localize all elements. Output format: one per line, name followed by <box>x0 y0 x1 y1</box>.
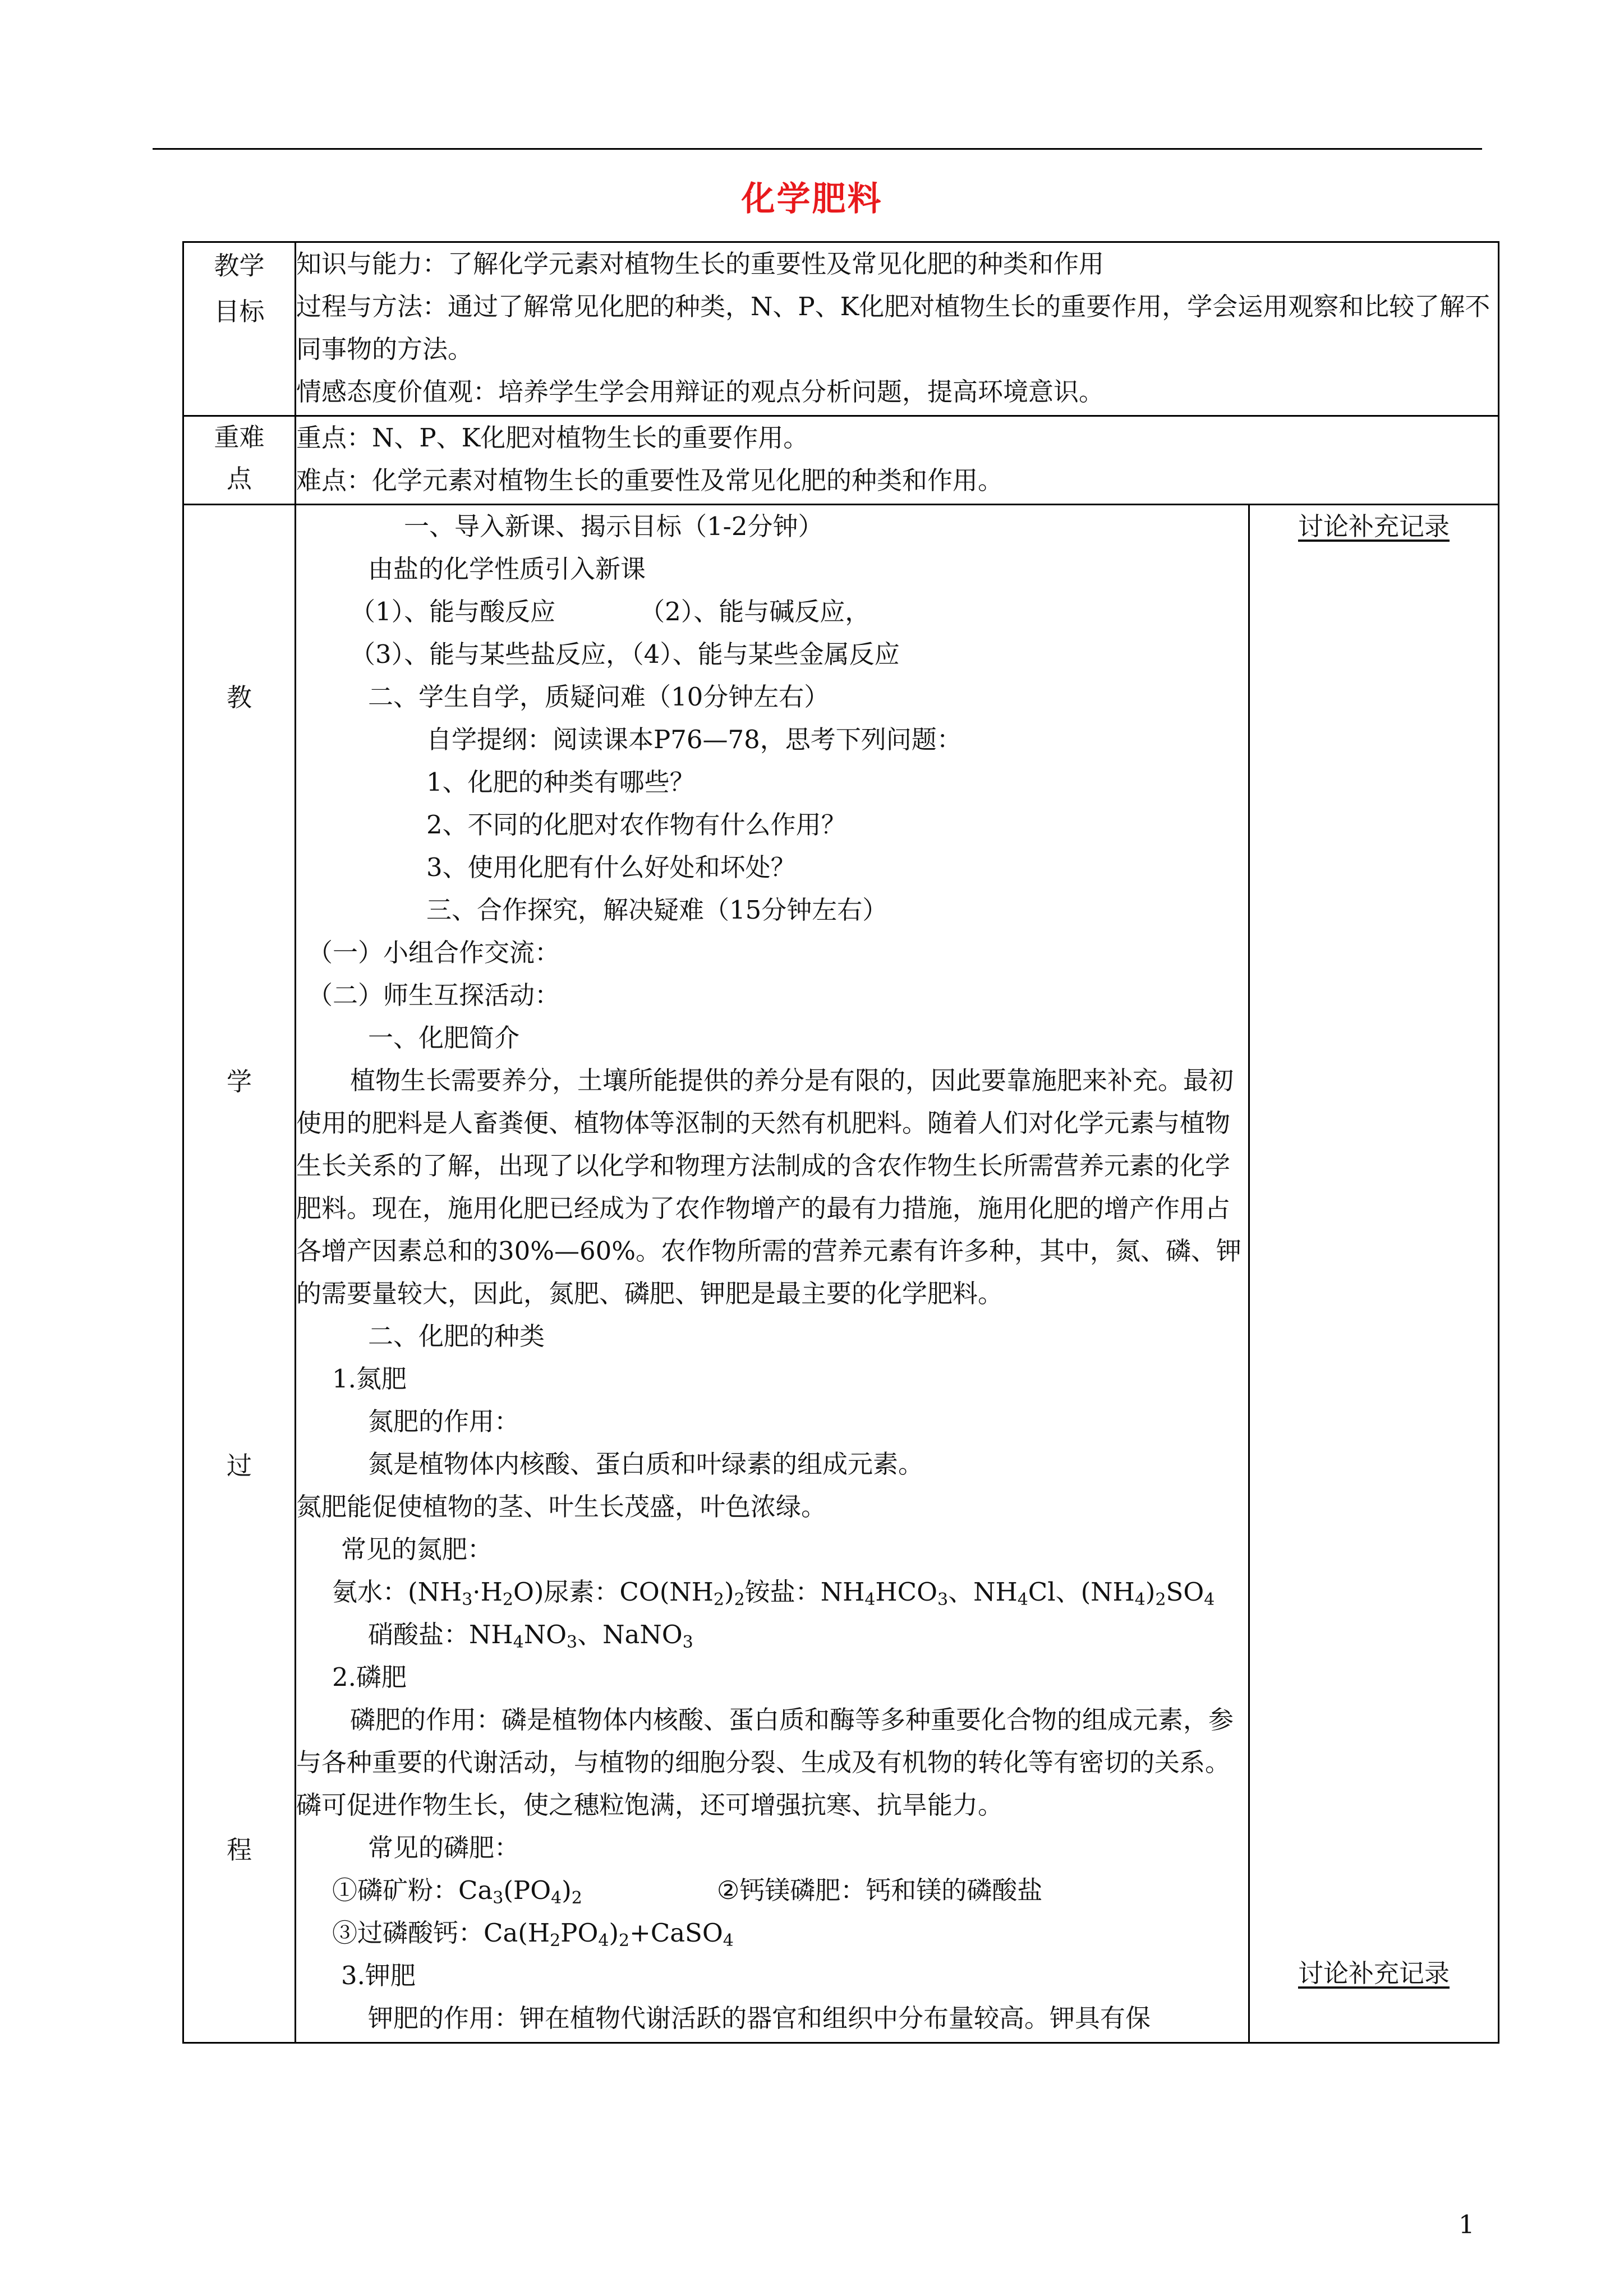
group-exchange: （一）小组合作交流： <box>307 938 560 967</box>
nitrogen-role-1: 氮是植物体内核酸、蛋白质和叶绿素的组成元素。 <box>368 1449 924 1479</box>
reaction-line <box>296 591 1248 633</box>
process-label-char: 过 <box>226 1450 252 1481</box>
nitrate-label: 硝酸盐： <box>368 1620 470 1649</box>
nitrate-formulas: 硝酸盐：$NH_4NO_3$、NaNO$_3$ <box>368 1620 693 1652</box>
objectives-row <box>183 242 1499 416</box>
superphosphate-label: ③过磷酸钙： <box>332 1918 484 1948</box>
objective-attitude: 情感态度价值观：培养学生学会用辩证的观点分析问题，提高环境意识。 <box>296 377 1105 407</box>
ammonia-label: 氨水： <box>332 1577 408 1607</box>
process-label-char: 程 <box>226 1834 252 1865</box>
nitrogen-heading: 1.氮肥 <box>332 1364 407 1394</box>
intro-text: 由盐的化学性质引入新课 <box>368 554 646 584</box>
phosphorus-role: 磷肥的作用：磷是植物体内核酸、蛋白质和酶等多种重要化合物的组成元素，参与各种重要的代谢活动，与植物的细胞分裂、生成及有机物的转化等有密切的关系。磷可促进作物生长，使之穗粒饱满，还可增强抗寒、抗旱能力。 <box>296 1705 1234 1820</box>
fertilizer-intro-paragraph: 植物生长需要养分，土壤所能提供的养分是有限的，因此要靠施肥来补充。最初使用的肥料是人畜粪便、植物体等沤制的天然有机肥料。随着人们对化学元素与植物生长关系的了解，出现了以化学和物理方法制成的含农作物生长所需营养元素的化学肥料。现在，施用化肥已经成为了农作物增产的最有力措施，施用化肥的增产作用占各增产因素总和的30%—60%。农作物所需的营养元素有许多种，其中，氮、磷、钾的需要量较大，因此，氮肥、磷肥、钾肥是最主要的化学肥料。 <box>296 1066 1242 1308</box>
fertilizer-types-heading: 二、化肥的种类 <box>368 1321 545 1351</box>
nitrogen-formulas: 氨水：$(NH_3\cdot H_2O)$尿素：$CO(NH_2)_2$铵盐：$NH_4HCO_3$、$NH_4Cl$、$(NH_4)_2SO_4$ <box>332 1577 1215 1610</box>
discussion-note-top: 讨论补充记录 <box>1298 511 1450 541</box>
process-label-char: 教 <box>226 682 252 712</box>
potassium-role: 钾肥的作用：钾在植物代谢活跃的器官和组织中分布量较高。钾具有保 <box>368 2003 1151 2033</box>
key-points-label: 重难点 <box>183 416 296 505</box>
question-2: 2、不同的化肥对农作物有什么作用？ <box>426 810 846 840</box>
nitrogen-role-title: 氮肥的作用： <box>368 1407 520 1436</box>
phosphorus-3: ③过磷酸钙：$Ca(H_2PO_4)_2+CaSO_4$ <box>332 1918 734 1951</box>
key-point: 重点：N、P、K化肥对植物生长的重要作用。 <box>296 423 809 453</box>
objectives-label: 教学目标 <box>183 242 296 416</box>
calcium-magnesium-phosphate: ②钙镁磷肥：钙和镁的磷酸盐 <box>716 1875 1043 1905</box>
self-study-heading: 二、学生自学，质疑问难（10分钟左右） <box>368 682 830 712</box>
process-label-char: 学 <box>226 1066 252 1096</box>
teacher-student-activity: （二）师生互探活动： <box>307 980 560 1010</box>
objective-process: 过程与方法：通过了解常见化肥的种类，N、P、K化肥对植物生长的重要作用，学会运用观察和比较了解不同事物的方法。 <box>296 292 1490 364</box>
reaction-salt-metal: （3）、能与某些盐反应，（4）、能与某些金属反应 <box>350 639 900 669</box>
process-row <box>183 505 1499 2043</box>
lesson-plan-table <box>182 241 1499 2044</box>
fertilizer-intro-heading: 一、化肥简介 <box>368 1023 520 1053</box>
key-points-content <box>296 416 1499 505</box>
phosphorus-1-2: ①磷矿粉：$Ca_3(PO_4)_2$ ②钙镁磷肥：钙和镁的磷酸盐 <box>332 1875 1043 1908</box>
coop-heading: 三、合作探究，解决疑难（15分钟左右） <box>426 895 888 925</box>
document-title: 化学肥料 <box>741 179 883 219</box>
difficult-point: 难点：化学元素对植物生长的重要性及常见化肥的种类和作用。 <box>296 465 1004 495</box>
discussion-note-bottom: 讨论补充记录 <box>1298 1958 1450 1988</box>
ammonium-label: 铵盐： <box>744 1577 821 1607</box>
self-study-outline: 自学提纲：阅读课本P76—78，思考下列问题： <box>426 725 962 754</box>
objectives-content <box>296 242 1499 416</box>
reaction-base: （2）、能与碱反应， <box>640 597 871 626</box>
potassium-heading: 3.钾肥 <box>341 1961 416 1990</box>
intro-heading: 一、导入新课、揭示目标（1-2分钟） <box>404 511 823 541</box>
nitrogen-common-title: 常见的氮肥： <box>341 1534 493 1564</box>
key-points-row <box>183 416 1499 505</box>
header-rule <box>153 148 1482 150</box>
objective-knowledge: 知识与能力：了解化学元素对植物生长的重要性及常见化肥的种类和作用 <box>296 249 1105 279</box>
urea-label: 尿素： <box>544 1577 620 1607</box>
nitrogen-role-2: 氮肥能促使植物的茎、叶生长茂盛，叶色浓绿。 <box>296 1492 827 1522</box>
page-number: 1 <box>1459 2210 1475 2239</box>
discussion-column <box>1249 505 1499 2043</box>
question-3: 3、使用化肥有什么好处和坏处？ <box>426 852 796 882</box>
process-content <box>296 505 1249 2043</box>
question-1: 1、化肥的种类有哪些？ <box>426 767 695 797</box>
process-label <box>183 505 296 2043</box>
phosphorus-common-title: 常见的磷肥： <box>368 1833 520 1862</box>
phosphate-rock-label: ①磷矿粉： <box>332 1875 459 1905</box>
phosphorus-heading: 2.磷肥 <box>332 1662 407 1692</box>
reaction-acid: （1）、能与酸反应 <box>350 597 556 626</box>
